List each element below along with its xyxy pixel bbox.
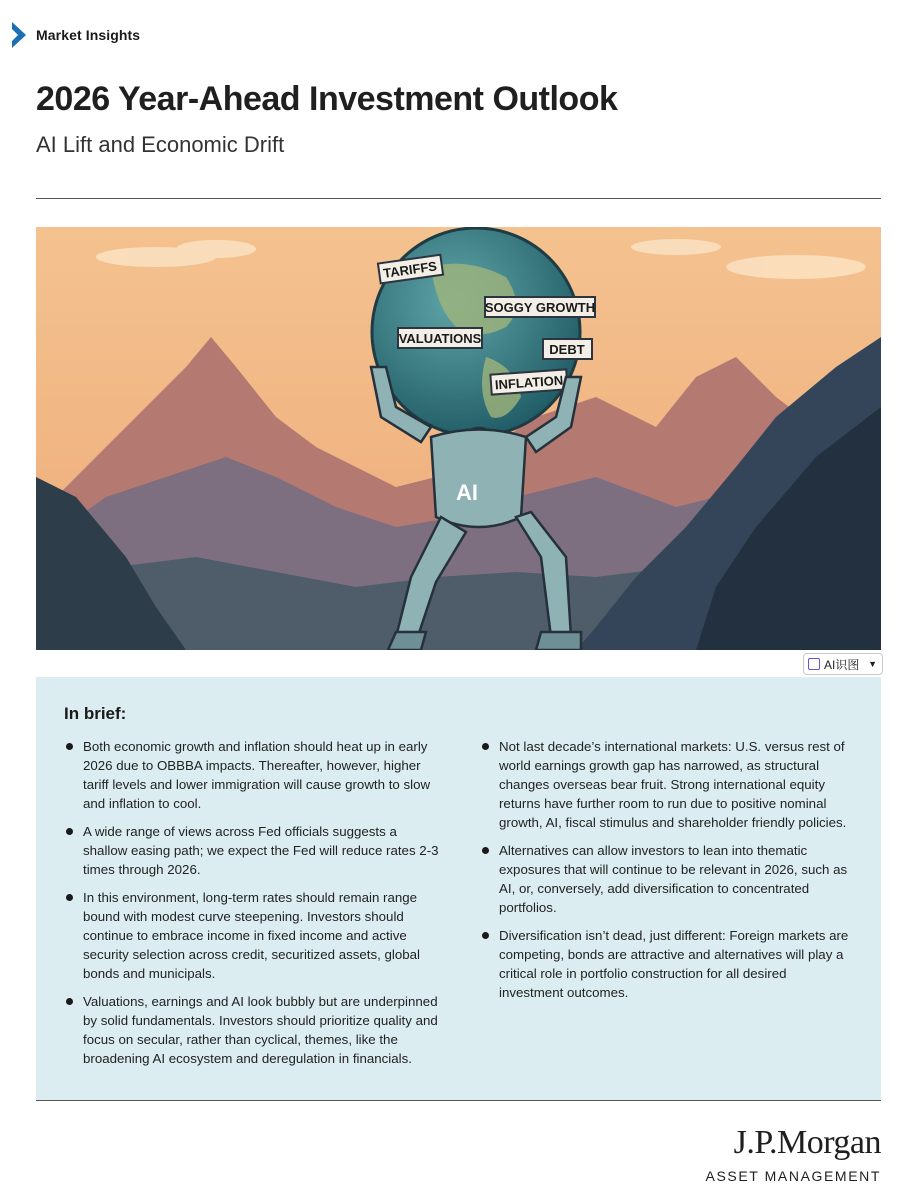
robot-atlas-illustration [36, 227, 881, 650]
series-label: Market Insights [36, 27, 141, 43]
sign-tariffs: TARIFFS [382, 258, 438, 281]
brief-point: Not last decade’s international markets: U.S. versus rest of world earnings growth gap has narrowed, as structural changes overseas bear fruit. Strong international equity returns have further room to run due to positive nominal growth, AI, fiscal stimulus and shareholder friendly policies. [480, 737, 852, 832]
in-brief-heading: In brief: [64, 704, 127, 723]
logo-wordmark: J.P.Morgan [733, 1124, 881, 1161]
sign-inflation: INFLATION [494, 372, 564, 393]
top-divider [36, 198, 881, 199]
brief-point: Valuations, earnings and AI look bubbly but are underpinned by solid fundamentals. Investors should prioritize quality and focus on secular, rather than cyclical, themes, like the broadening AI ecosystem and deregulation in financials. [64, 992, 444, 1068]
brief-point: Both economic growth and inflation should heat up in early 2026 due to OBBBA impacts. Thereafter, however, higher tariff levels and lower immigration will cause growth to slow and inflation to cool. [64, 737, 444, 813]
brief-point: A wide range of views across Fed officials suggests a shallow easing path; we expect the Fed will reduce rates 2-3 times through 2026. [64, 822, 444, 879]
page-subtitle: AI Lift and Economic Drift [36, 132, 285, 157]
robot-chest-label: AI [456, 480, 478, 505]
ai-recognize-label: AI识图 [824, 657, 860, 672]
sign-valuations: VALUATIONS [398, 331, 482, 346]
series-header [12, 22, 140, 48]
page-title: 2026 Year-Ahead Investment Outlook [36, 80, 618, 118]
brief-point: Alternatives can allow investors to lean into thematic exposures that will continue to be relevant in 2026, such as AI, or, conversely, add diversification to concentrated portfolios. [480, 841, 852, 917]
bottom-divider [36, 1100, 881, 1101]
ai-scan-icon [808, 658, 820, 670]
ai-recognize-button[interactable] [803, 653, 883, 675]
in-brief-panel [36, 677, 881, 1100]
brief-right-column [480, 737, 852, 1011]
jpmorgan-logo [706, 1126, 881, 1184]
sign-soggy-growth: SOGGY GROWTH [484, 300, 596, 315]
chevron-down-icon: ▼ [868, 659, 877, 669]
brief-point: In this environment, long-term rates should remain range bound with modest curve steepening. Investors should continue to embrace income in fixed income and active security selection across credit, securitized assets, global bonds and municipals. [64, 888, 444, 983]
logo-subtitle: ASSET MANAGEMENT [705, 1168, 881, 1184]
brief-left-column [64, 737, 444, 1077]
hero-illustration [36, 227, 881, 650]
sign-debt: DEBT [549, 342, 585, 357]
chevron-right-icon [12, 22, 26, 48]
brief-point: Diversification isn’t dead, just different: Foreign markets are competing, bonds are attractive and alternatives will play a critical role in portfolio construction for all desired investment outcomes. [480, 926, 852, 1002]
